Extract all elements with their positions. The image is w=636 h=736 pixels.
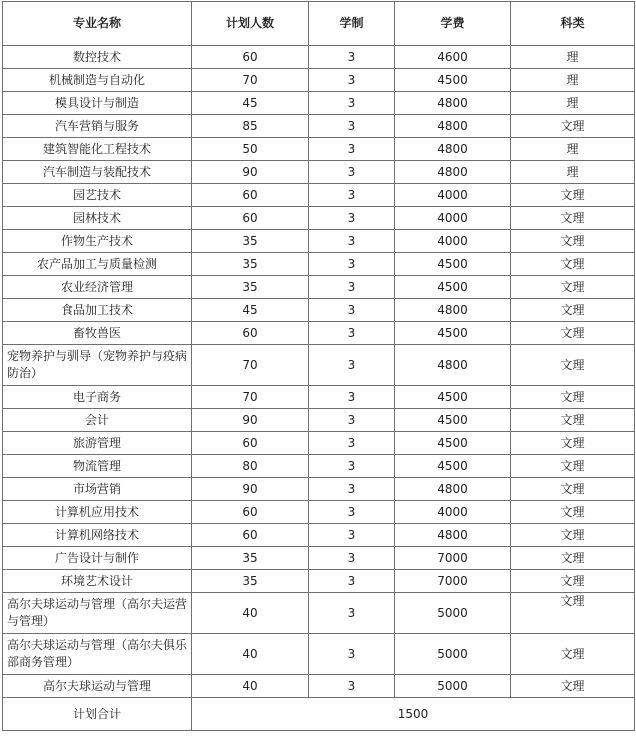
table-row xyxy=(3,299,635,322)
tuition-cell: 4500 xyxy=(395,409,511,432)
table-row xyxy=(3,184,635,207)
duration-cell: 3 xyxy=(309,386,395,409)
planned-count-cell: 60 xyxy=(192,524,309,547)
major-name-cell: 宠物养护与驯导（宠物养护与疫病防治） xyxy=(3,345,192,386)
subject-category-cell: 文理 xyxy=(511,230,635,253)
duration-cell: 3 xyxy=(309,409,395,432)
header-major-name: 专业名称 xyxy=(3,2,192,46)
duration-cell: 3 xyxy=(309,69,395,92)
header-subject-category: 科类 xyxy=(511,2,635,46)
table-row xyxy=(3,276,635,299)
planned-count-cell: 40 xyxy=(192,675,309,698)
duration-cell: 3 xyxy=(309,184,395,207)
tuition-cell: 5000 xyxy=(395,634,511,675)
major-name-cell: 广告设计与制作 xyxy=(3,547,192,570)
major-name-cell: 机械制造与自动化 xyxy=(3,69,192,92)
major-name-cell: 食品加工技术 xyxy=(3,299,192,322)
subject-category-cell: 文理 xyxy=(511,570,635,593)
subject-category-cell: 文理 xyxy=(511,634,635,675)
subject-category-cell: 文理 xyxy=(511,115,635,138)
tuition-cell: 4000 xyxy=(395,230,511,253)
duration-cell: 3 xyxy=(309,593,395,634)
table-row xyxy=(3,455,635,478)
table-row xyxy=(3,501,635,524)
planned-count-cell: 35 xyxy=(192,547,309,570)
tuition-cell: 4800 xyxy=(395,345,511,386)
table-row xyxy=(3,524,635,547)
major-name-cell: 园艺技术 xyxy=(3,184,192,207)
tuition-cell: 4000 xyxy=(395,501,511,524)
subject-category-cell: 文理 xyxy=(511,409,635,432)
duration-cell: 3 xyxy=(309,115,395,138)
table-row xyxy=(3,161,635,184)
major-name-cell: 畜牧兽医 xyxy=(3,322,192,345)
duration-cell: 3 xyxy=(309,345,395,386)
table-row xyxy=(3,138,635,161)
table-row xyxy=(3,115,635,138)
planned-count-cell: 60 xyxy=(192,207,309,230)
major-name-cell: 计算机网络技术 xyxy=(3,524,192,547)
planned-count-cell: 60 xyxy=(192,501,309,524)
table-row xyxy=(3,92,635,115)
planned-count-cell: 45 xyxy=(192,299,309,322)
duration-cell: 3 xyxy=(309,634,395,675)
total-label: 计划合计 xyxy=(3,698,192,731)
planned-count-cell: 90 xyxy=(192,161,309,184)
table-row xyxy=(3,478,635,501)
duration-cell: 3 xyxy=(309,230,395,253)
tuition-cell: 4800 xyxy=(395,92,511,115)
subject-category-cell: 文理 xyxy=(511,478,635,501)
planned-count-cell: 50 xyxy=(192,138,309,161)
subject-category-cell: 文理 xyxy=(511,524,635,547)
duration-cell: 3 xyxy=(309,675,395,698)
planned-count-cell: 60 xyxy=(192,184,309,207)
tuition-cell: 7000 xyxy=(395,547,511,570)
planned-count-cell: 80 xyxy=(192,455,309,478)
total-value: 1500 xyxy=(192,698,635,731)
major-name-cell: 农产品加工与质量检测 xyxy=(3,253,192,276)
table-body xyxy=(3,46,635,698)
header-duration: 学制 xyxy=(309,2,395,46)
table-row xyxy=(3,386,635,409)
tuition-cell: 4800 xyxy=(395,161,511,184)
tuition-cell: 4800 xyxy=(395,299,511,322)
planned-count-cell: 60 xyxy=(192,46,309,69)
subject-category-cell: 文理 xyxy=(511,455,635,478)
table-row xyxy=(3,322,635,345)
table-row xyxy=(3,432,635,455)
duration-cell: 3 xyxy=(309,138,395,161)
table-row xyxy=(3,593,635,634)
major-name-cell: 旅游管理 xyxy=(3,432,192,455)
tuition-cell: 4500 xyxy=(395,386,511,409)
major-name-cell: 农业经济管理 xyxy=(3,276,192,299)
major-name-cell: 环境艺术设计 xyxy=(3,570,192,593)
tuition-cell: 4800 xyxy=(395,138,511,161)
tuition-cell: 5000 xyxy=(395,675,511,698)
table-row xyxy=(3,69,635,92)
tuition-cell: 4800 xyxy=(395,478,511,501)
subject-category-cell: 文理 xyxy=(511,276,635,299)
subject-category-cell: 文理 xyxy=(511,345,635,386)
table-row xyxy=(3,253,635,276)
tuition-cell: 4500 xyxy=(395,455,511,478)
planned-count-cell: 60 xyxy=(192,322,309,345)
subject-category-cell: 文理 xyxy=(511,386,635,409)
planned-count-cell: 70 xyxy=(192,69,309,92)
tuition-cell: 4500 xyxy=(395,69,511,92)
major-name-cell: 汽车营销与服务 xyxy=(3,115,192,138)
subject-category-cell: 理 xyxy=(511,92,635,115)
table-header-row xyxy=(3,2,635,46)
duration-cell: 3 xyxy=(309,478,395,501)
duration-cell: 3 xyxy=(309,455,395,478)
tuition-cell: 4500 xyxy=(395,253,511,276)
major-name-cell: 市场营销 xyxy=(3,478,192,501)
duration-cell: 3 xyxy=(309,524,395,547)
major-name-cell: 园林技术 xyxy=(3,207,192,230)
subject-category-cell: 文理 xyxy=(511,299,635,322)
tuition-cell: 4800 xyxy=(395,115,511,138)
subject-category-cell: 文理 xyxy=(511,593,635,634)
subject-category-cell: 理 xyxy=(511,161,635,184)
subject-category-cell: 文理 xyxy=(511,184,635,207)
planned-count-cell: 35 xyxy=(192,253,309,276)
table-row xyxy=(3,46,635,69)
table-row xyxy=(3,345,635,386)
table-row xyxy=(3,634,635,675)
total-row xyxy=(3,698,635,731)
planned-count-cell: 85 xyxy=(192,115,309,138)
major-name-cell: 计算机应用技术 xyxy=(3,501,192,524)
tuition-cell: 4500 xyxy=(395,322,511,345)
duration-cell: 3 xyxy=(309,299,395,322)
duration-cell: 3 xyxy=(309,276,395,299)
duration-cell: 3 xyxy=(309,547,395,570)
major-name-cell: 高尔夫球运动与管理 xyxy=(3,675,192,698)
subject-category-cell: 理 xyxy=(511,46,635,69)
major-name-cell: 物流管理 xyxy=(3,455,192,478)
major-name-cell: 作物生产技术 xyxy=(3,230,192,253)
subject-category-cell: 文理 xyxy=(511,207,635,230)
header-tuition: 学费 xyxy=(395,2,511,46)
tuition-cell: 4000 xyxy=(395,207,511,230)
major-name-cell: 会计 xyxy=(3,409,192,432)
major-name-cell: 汽车制造与装配技术 xyxy=(3,161,192,184)
table-row xyxy=(3,230,635,253)
duration-cell: 3 xyxy=(309,432,395,455)
subject-category-cell: 理 xyxy=(511,69,635,92)
table-row xyxy=(3,409,635,432)
major-name-cell: 建筑智能化工程技术 xyxy=(3,138,192,161)
duration-cell: 3 xyxy=(309,46,395,69)
planned-count-cell: 35 xyxy=(192,230,309,253)
planned-count-cell: 35 xyxy=(192,570,309,593)
table-row xyxy=(3,547,635,570)
header-planned-count: 计划人数 xyxy=(192,2,309,46)
planned-count-cell: 60 xyxy=(192,432,309,455)
table-row xyxy=(3,675,635,698)
table-row xyxy=(3,207,635,230)
enrollment-plan-table xyxy=(2,1,635,731)
tuition-cell: 5000 xyxy=(395,593,511,634)
table-row xyxy=(3,570,635,593)
subject-category-cell: 文理 xyxy=(511,675,635,698)
tuition-cell: 4800 xyxy=(395,524,511,547)
duration-cell: 3 xyxy=(309,253,395,276)
planned-count-cell: 90 xyxy=(192,409,309,432)
major-name-cell: 模具设计与制造 xyxy=(3,92,192,115)
subject-category-cell: 文理 xyxy=(511,253,635,276)
duration-cell: 3 xyxy=(309,161,395,184)
tuition-cell: 4600 xyxy=(395,46,511,69)
planned-count-cell: 40 xyxy=(192,593,309,634)
major-name-cell: 电子商务 xyxy=(3,386,192,409)
planned-count-cell: 35 xyxy=(192,276,309,299)
subject-category-cell: 文理 xyxy=(511,547,635,570)
duration-cell: 3 xyxy=(309,322,395,345)
duration-cell: 3 xyxy=(309,207,395,230)
duration-cell: 3 xyxy=(309,570,395,593)
subject-category-cell: 理 xyxy=(511,138,635,161)
planned-count-cell: 70 xyxy=(192,345,309,386)
tuition-cell: 4500 xyxy=(395,432,511,455)
tuition-cell: 4500 xyxy=(395,276,511,299)
major-name-cell: 高尔夫球运动与管理（高尔夫运营与管理） xyxy=(3,593,192,634)
planned-count-cell: 70 xyxy=(192,386,309,409)
major-name-cell: 高尔夫球运动与管理（高尔夫俱乐部商务管理） xyxy=(3,634,192,675)
subject-category-cell: 文理 xyxy=(511,322,635,345)
tuition-cell: 4000 xyxy=(395,184,511,207)
planned-count-cell: 45 xyxy=(192,92,309,115)
subject-category-cell: 文理 xyxy=(511,501,635,524)
planned-count-cell: 40 xyxy=(192,634,309,675)
tuition-cell: 7000 xyxy=(395,570,511,593)
duration-cell: 3 xyxy=(309,501,395,524)
duration-cell: 3 xyxy=(309,92,395,115)
major-name-cell: 数控技术 xyxy=(3,46,192,69)
planned-count-cell: 90 xyxy=(192,478,309,501)
subject-category-cell: 文理 xyxy=(511,432,635,455)
